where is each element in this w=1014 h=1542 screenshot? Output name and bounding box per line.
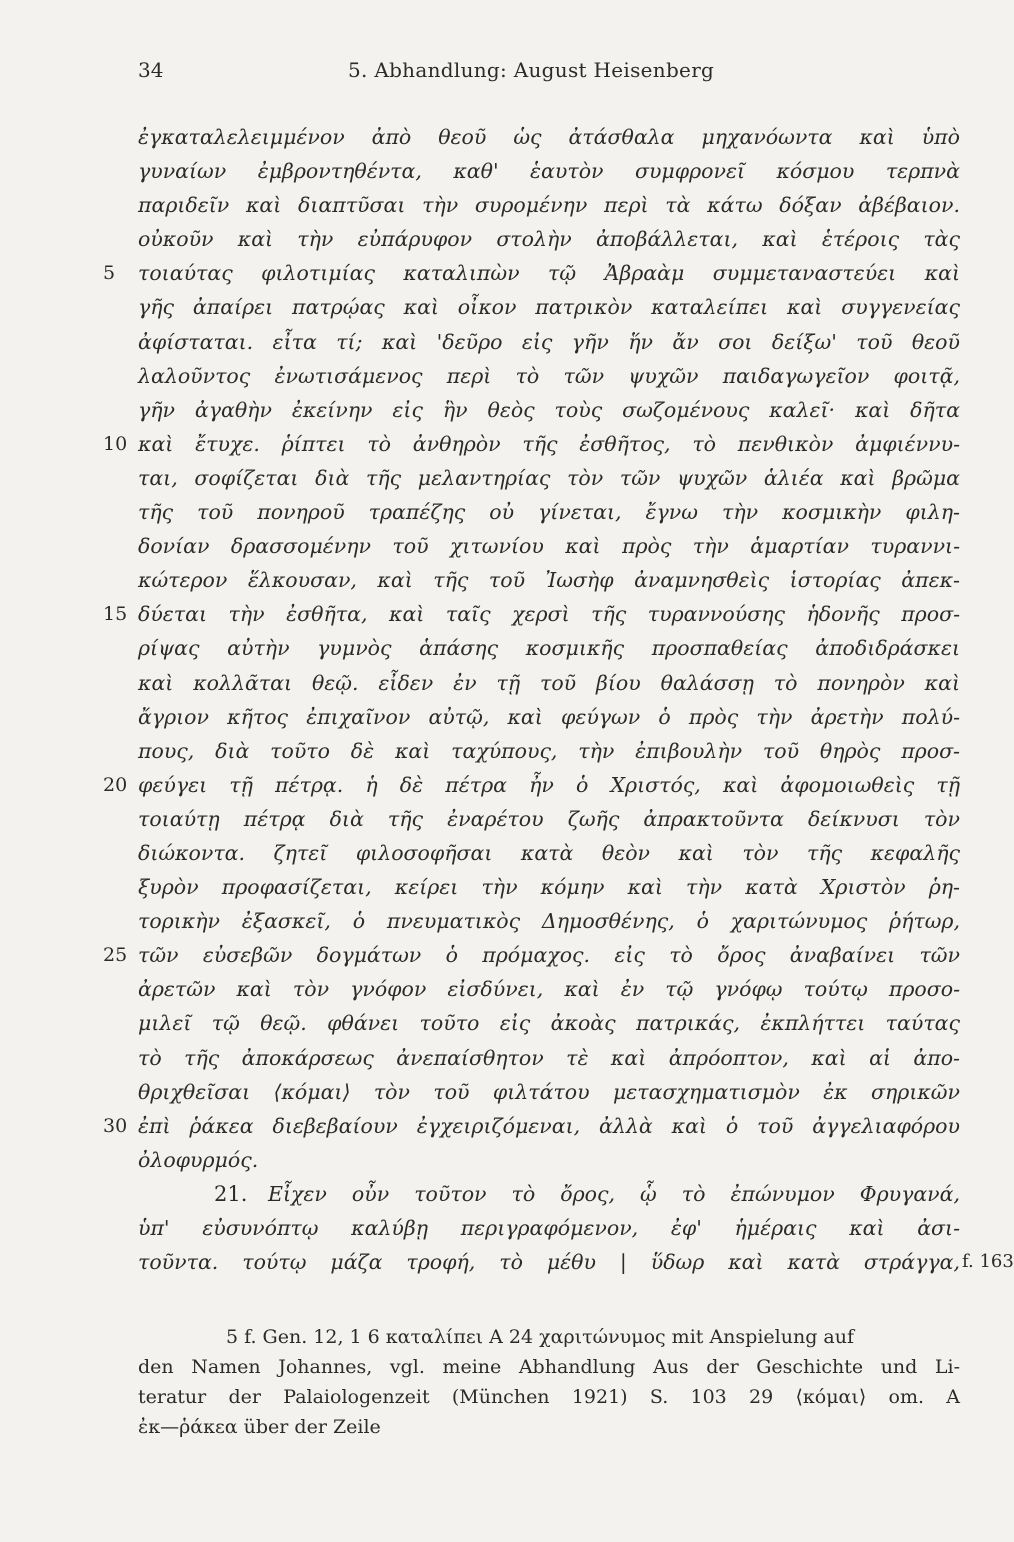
text-line	[0, 461, 1000, 495]
line-text: λαλοῦντος ἐνωτισάμενος περὶ τὸ τῶν ψυχῶν παιδαγωγεῖον φοιτᾷ,	[138, 363, 960, 388]
line-text: γῆς ἀπαίρει πατρῴας καὶ οἶκον πατρικὸν καταλείπει καὶ συγγενείας	[138, 295, 960, 320]
page-number: 34	[138, 58, 164, 82]
line-text: διώκοντα. ζητεῖ φιλοσοφῆσαι κατὰ θεὸν καὶ τὸν τῆς κεφαλῆς	[138, 840, 960, 865]
text-line	[0, 768, 1000, 802]
text-line	[0, 154, 1000, 188]
line-text: τῶν εὐσεβῶν δογμάτων ὁ πρόμαχος. εἰς τὸ ὄρος ἀναβαίνει τῶν	[138, 943, 960, 968]
text-line	[0, 836, 1000, 870]
apparatus-line: teratur der Palaiologenzeit (München 1921) S. 103 29 ⟨κόμαι⟩ om. A	[138, 1386, 960, 1408]
folio-marginal-note: f. 163	[962, 1251, 1014, 1273]
line-text: τῆς τοῦ πονηροῦ τραπέζης οὐ γίνεται, ἔγνω τὴν κοσμικὴν φιλη-	[138, 500, 960, 525]
section-line-text: ὑπ' εὐσυνόπτῳ καλύβῃ περιγραφόμενον, ἐφ' ἡμέραις καὶ ἀσι-	[138, 1216, 960, 1240]
line-text: ἀφίσταται. εἶτα τί; καὶ 'δεῦρο εἰς γῆν ἥν ἄν σοι δείξω' τοῦ θεοῦ	[138, 329, 960, 354]
line-number: 15	[103, 603, 128, 626]
text-line	[0, 1143, 1000, 1177]
line-text: ἀρετῶν καὶ τὸν γνόφον εἰσδύνει, καὶ ἐν τῷ γνόφῳ τούτῳ προσο-	[138, 977, 960, 1002]
text-line	[0, 597, 1000, 631]
text-line	[0, 427, 1000, 461]
apparatus-line: ἐκ—ῥάκεα über der Zeile	[138, 1416, 381, 1438]
text-line	[0, 120, 1000, 154]
line-text: κώτερον ἕλκουσαν, καὶ τῆς τοῦ Ἰωσὴφ ἀναμνησθεὶς ἱστορίας ἀπεκ-	[138, 568, 960, 593]
text-line	[0, 1109, 1000, 1143]
line-text: τὸ τῆς ἀποκάρσεως ἀνεπαίσθητον τὲ καὶ ἀπρόοπτον, καὶ αἱ ἀπο-	[138, 1045, 960, 1070]
line-text: καὶ κολλᾶται θεῷ. εἶδεν ἐν τῇ τοῦ βίου θαλάσσῃ τὸ πονηρὸν καὶ	[138, 670, 960, 695]
line-text: δύεται τὴν ἐσθῆτα, καὶ ταῖς χερσὶ τῆς τυραννούσης ἡδονῆς προσ-	[138, 602, 960, 627]
line-text: ἐπὶ ῥάκεα διεβεβαίουν ἐγχειριζόμεναι, ἀλλὰ καὶ ὁ τοῦ ἀγγελιαφόρου	[138, 1113, 960, 1138]
text-line	[0, 495, 1000, 529]
line-text: θριχθεῖσαι ⟨κόμαι⟩ τὸν τοῦ φιλτάτου μετασχηματισμὸν ἐκ σηρικῶν	[138, 1079, 960, 1104]
line-text: δονίαν δρασσομένην τοῦ χιτωνίου καὶ πρὸς τὴν ἁμαρτίαν τυραννι-	[138, 534, 960, 559]
text-line	[0, 222, 1000, 256]
text-line	[0, 666, 1000, 700]
line-text: πους, διὰ τοῦτο δὲ καὶ ταχύπους, τὴν ἐπιβουλὴν τοῦ θηρὸς προσ-	[138, 738, 960, 763]
text-line	[0, 529, 1000, 563]
text-line	[0, 734, 1000, 768]
section-line	[0, 1211, 1000, 1245]
line-text: οὐκοῦν καὶ τὴν εὐπάρυφον στολὴν ἀποβάλλεται, καὶ ἑτέροις τὰς	[138, 227, 960, 252]
text-line	[0, 393, 1000, 427]
critical-apparatus	[138, 1322, 960, 1442]
text-line	[0, 904, 1000, 938]
line-text: μιλεῖ τῷ θεῷ. φθάνει τοῦτο εἰς ἀκοὰς πατρικάς, ἐκπλήττει ταύτας	[138, 1011, 960, 1036]
line-text: ξυρὸν προφασίζεται, κείρει τὴν κόμην καὶ τὴν κατὰ Χριστὸν ῥη-	[138, 875, 960, 900]
line-text: ἄγριον κῆτος ἐπιχαῖνον αὐτῷ, καὶ φεύγων ὁ πρὸς τὴν ἀρετὴν πολύ-	[138, 704, 960, 729]
line-text: τορικὴν ἐξασκεῖ, ὁ πνευματικὸς Δημοσθένης, ὁ χαριτώνυμος ῥήτωρ,	[138, 909, 960, 934]
section-number: 21.	[214, 1181, 248, 1206]
line-text: καὶ ἔτυχε. ῥίπτει τὸ ἀνθηρὸν τῆς ἐσθῆτος, τὸ πενθικὸν ἀμφιέννυ-	[138, 431, 960, 456]
text-line	[0, 938, 1000, 972]
apparatus-line: den Namen Johannes, vgl. meine Abhandlung Aus der Geschichte und Li-	[138, 1356, 960, 1378]
section-line	[0, 1177, 1000, 1211]
line-number: 5	[103, 262, 116, 285]
line-number: 25	[103, 944, 128, 967]
text-line	[0, 256, 1000, 290]
line-number: 20	[103, 773, 128, 796]
line-text: τοιαύτῃ πέτρᾳ διὰ τῆς ἐναρέτου ζωῆς ἀπρακτοῦντα δείκνυσι τὸν	[138, 806, 960, 831]
line-text: ρίψας αὐτὴν γυμνὸς ἁπάσης κοσμικῆς προσπαθείας ἀποδιδράσκει	[138, 636, 960, 661]
text-line	[0, 563, 1000, 597]
section-line-text: Εἶχεν οὖν τοῦτον τὸ ὄρος, ᾧ τὸ ἐπώνυμον Φρυγανά,	[268, 1181, 960, 1206]
text-line	[0, 290, 1000, 324]
line-text: ται, σοφίζεται διὰ τῆς μελαντηρίας τὸν τῶν ψυχῶν ἁλιέα καὶ βρῶμα	[138, 465, 960, 490]
text-line	[0, 1075, 1000, 1109]
text-line	[0, 972, 1000, 1006]
line-text: φεύγει τῇ πέτρᾳ. ἡ δὲ πέτρα ἦν ὁ Χριστός, καὶ ἀφομοιωθεὶς τῇ	[138, 772, 960, 797]
text-line	[0, 802, 1000, 836]
main-text	[0, 120, 1014, 1279]
text-line	[0, 631, 1000, 665]
text-line	[0, 1041, 1000, 1075]
line-text: γῆν ἀγαθὴν ἐκείνην εἰς ἣν θεὸς τοὺς σωζομένους καλεῖ· καὶ δῆτα	[138, 397, 960, 422]
line-text: ἐγκαταλελειμμένον ἀπὸ θεοῦ ὡς ἀτάσθαλα μηχανόωντα καὶ ὑπὸ	[138, 125, 960, 149]
line-text: παριδεῖν καὶ διαπτῦσαι τὴν συρομένην περὶ τὰ κάτω δόξαν ἀβέβαιον.	[138, 193, 960, 218]
text-line	[0, 188, 1000, 222]
line-text: τοιαύτας φιλοτιμίας καταλιπὼν τῷ Ἀβραὰμ συμμεταναστεύει καὶ	[138, 261, 960, 286]
line-number: 10	[103, 432, 128, 455]
section-line	[0, 1245, 1014, 1279]
running-title: 5. Abhandlung: August Heisenberg	[348, 58, 715, 82]
text-line	[0, 870, 1000, 904]
text-line	[0, 325, 1000, 359]
apparatus-line: 5 f. Gen. 12, 1 6 καταλίπει A 24 χαριτώνυμος mit Anspielung auf	[226, 1326, 854, 1348]
line-number: 30	[103, 1114, 128, 1137]
text-line	[0, 1006, 1000, 1040]
text-line	[0, 700, 1000, 734]
text-line	[0, 359, 1000, 393]
line-text: γυναίων ἐμβροντηθέντα, καθ' ἑαυτὸν συμφρονεῖ κόσμου τερπνὰ	[138, 159, 960, 184]
section-line-text: τοῦντα. τούτῳ μάζα τροφή, τὸ μέθυ | ὕδωρ καὶ κατὰ στράγγα,	[138, 1250, 960, 1275]
line-text: ὀλοφυρμός.	[138, 1147, 259, 1172]
